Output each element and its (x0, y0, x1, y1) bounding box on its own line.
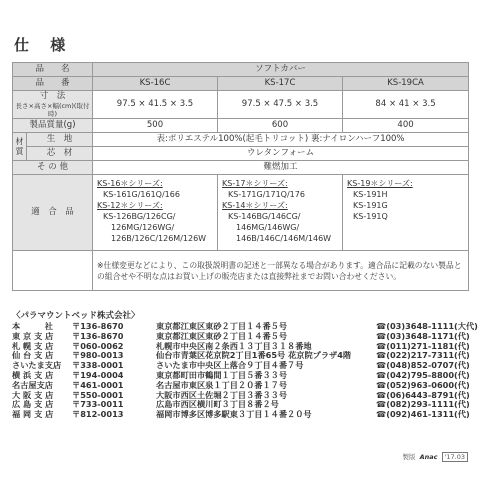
branch-zip: 〒980-0013 (72, 350, 124, 361)
branch-address: さいたま市中央区上落合９丁目４番７号 (156, 360, 304, 371)
branch-zip: 〒194-0004 (72, 369, 124, 380)
compat-items: KS-191G (353, 201, 388, 210)
product-name-label: 品 名 (13, 63, 93, 77)
compat-label: 適 合 品 (13, 175, 93, 251)
compat-series: KS-19＊シリーズ: (347, 179, 413, 188)
note-text: ※仕様変更などにより、この取扱説明書の記述と一部異なる場合があります。適合品に記載のない製品との組合せや不明な点はお買い上げの販売店または直接弊社までお問い合わせください。 (93, 251, 469, 291)
branch-row (12, 410, 478, 420)
compat-items: 146B/146C/146M/146W (236, 234, 332, 243)
compat-ks16c (93, 175, 218, 251)
branch-zip: 〒136-8670 (72, 321, 124, 331)
branch-zip: 〒550-0001 (72, 389, 124, 400)
branch-tel: ☎(082)293-1111(代) (376, 399, 470, 410)
weight-ks16c: 500 (93, 119, 218, 133)
material-label: 材質 (13, 133, 27, 161)
branch-zip: 〒060-0062 (72, 340, 124, 351)
branch-address: 福岡市博多区博多駅東３丁目１４番２０号 (156, 409, 312, 420)
compat-items: KS-146BG/146CG/ (228, 212, 301, 221)
branch-address: 東京都町田市鶴間１丁目５番３３号 (156, 369, 288, 380)
branch-address: 大阪市西区土佐堀２丁目３番３３号 (156, 389, 288, 400)
model-label: 品 番 (13, 77, 93, 91)
branch-address: 名古屋市東区泉１丁目２０番１７号 (156, 379, 288, 390)
branch-address: 札幌市中央区南２条西１３丁目３１８番地 (156, 340, 312, 351)
company-name: 〈パラマウントベッド株式会社〉 (12, 311, 140, 321)
branch-name: 東 京 支 店 (12, 330, 54, 341)
fabric-label: 生 地 (27, 133, 93, 147)
other-value: 難燃加工 (93, 161, 469, 175)
size-label-cell (13, 91, 93, 119)
branch-list (12, 322, 478, 420)
compat-items: 146MG/146WG/ (236, 223, 300, 232)
branch-name: 仙 台 支 店 (12, 350, 54, 361)
size-ks16c: 97.5 × 41.5 × 3.5 (93, 91, 218, 119)
branch-tel: ☎(048)852-0707(代) (376, 360, 470, 371)
weight-label: 製品質量(g) (13, 119, 93, 133)
spec-table (12, 62, 469, 291)
model-ks17c: KS-17C (218, 77, 343, 91)
branch-address: 広島市西区横川町３丁目８番２号 (156, 399, 279, 410)
branch-name: 本 社 (12, 321, 53, 331)
other-label: そ の 他 (13, 161, 93, 175)
model-ks16c: KS-16C (93, 77, 218, 91)
branch-name: 横 浜 支 店 (12, 369, 54, 380)
branch-name: 大 阪 支 店 (12, 389, 54, 400)
note-spacer (13, 251, 93, 291)
branch-zip: 〒136-8670 (72, 330, 124, 341)
maker-logo: Anac (419, 453, 438, 461)
model-ks19ca: KS-19CA (343, 77, 469, 91)
branch-tel: ☎(022)217-7311(代) (376, 350, 470, 361)
page-title: 仕 様 (14, 36, 74, 54)
footer (403, 452, 468, 462)
branch-zip: 〒733-0011 (72, 399, 124, 410)
compat-series: KS-14＊シリーズ: (222, 201, 288, 210)
compat-ks17c (218, 175, 343, 251)
compat-items: 126MG/126WG/ (111, 223, 175, 232)
branch-tel: ☎(092)461-1311(代) (376, 409, 470, 420)
branch-tel: ☎(03)3648-1111(大代) (376, 321, 478, 331)
print-date: '17.03 (442, 452, 468, 462)
branch-address: 仙台市青葉区花京院2丁目1番65号 花京院プラザ4階 (156, 350, 352, 361)
branch-address: 東京都江東区東砂２丁目１４番５号 (156, 321, 288, 331)
branch-name: さいたま支店 (12, 360, 62, 371)
weight-ks17c: 600 (218, 119, 343, 133)
size-sublabel: 長さ×高さ×幅(cm)(取付時) (15, 102, 90, 118)
compat-items: 126B/126C/126M/126W (111, 234, 207, 243)
branch-tel: ☎(06)6443-8791(代) (376, 389, 470, 400)
core-label: 芯 材 (27, 147, 93, 161)
branch-tel: ☎(052)963-0600(代) (376, 379, 470, 390)
compat-items: KS-191H (353, 190, 388, 199)
core-value: ウレタンフォーム (93, 147, 469, 161)
branch-zip: 〒812-0013 (72, 409, 124, 420)
branch-tel: ☎(03)3648-1171(代) (376, 330, 470, 341)
branch-tel: ☎(042)795-8800(代) (376, 369, 470, 380)
compat-series: KS-12＊シリーズ: (97, 201, 163, 210)
branch-name: 広 島 支 店 (12, 399, 54, 410)
size-label: 寸 法 (39, 91, 66, 101)
size-ks17c: 97.5 × 47.5 × 3.5 (218, 91, 343, 119)
size-ks19ca: 84 × 41 × 3.5 (343, 91, 469, 119)
product-name-value: ソフトカバー (93, 63, 469, 77)
branch-zip: 〒338-0001 (72, 360, 124, 371)
branch-name: 福 岡 支 店 (12, 409, 54, 420)
compat-items: KS-191Q (353, 212, 388, 221)
weight-ks19ca: 400 (343, 119, 469, 133)
compat-series: KS-17＊シリーズ: (222, 179, 288, 188)
fabric-value: 表:ポリエステル100%(起毛トリコット) 裏:ナイロンハーフ100% (93, 133, 469, 147)
footer-prefix: 製版 (402, 453, 416, 461)
compat-items: KS-161G/161Q/166 (103, 190, 180, 199)
branch-tel: ☎(011)271-1181(代) (376, 340, 470, 351)
branch-zip: 〒461-0001 (72, 379, 124, 390)
compat-items: KS-126BG/126CG/ (103, 212, 176, 221)
branch-name: 札 幌 支 店 (12, 340, 54, 351)
compat-items: KS-171G/171Q/176 (228, 190, 305, 199)
branch-address: 東京都江東区東砂２丁目１４番５号 (156, 330, 288, 341)
branch-name: 名古屋支店 (12, 379, 53, 390)
compat-series: KS-16＊シリーズ: (97, 179, 163, 188)
compat-ks19ca (343, 175, 469, 251)
